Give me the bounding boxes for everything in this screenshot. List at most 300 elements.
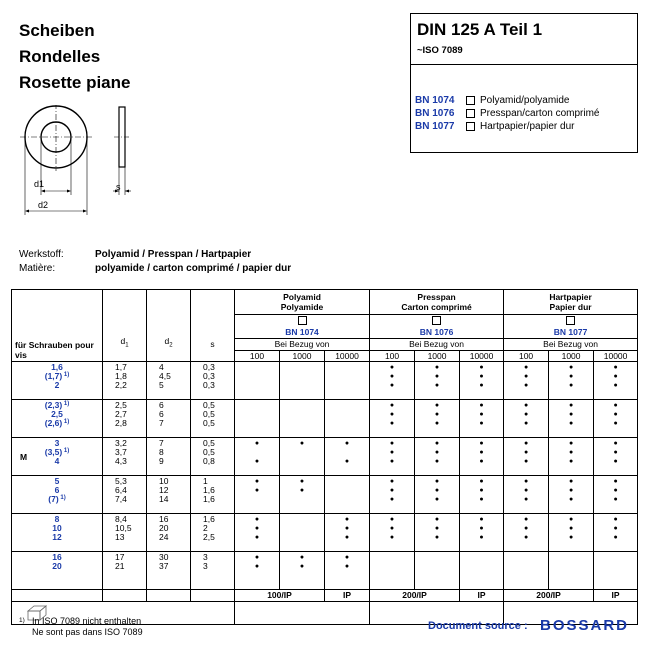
availability-cell — [280, 514, 325, 552]
availability-dot: ● — [523, 411, 529, 418]
availability-dot — [280, 533, 324, 542]
size-cell — [12, 552, 103, 590]
availability-dot — [235, 495, 279, 504]
availability-cell — [235, 514, 280, 552]
screw-size: 6 — [54, 485, 60, 495]
dim-cell-d1: 5,3 6,4 7,4 — [103, 476, 147, 514]
title-fr: Rondelles — [19, 47, 101, 66]
availability-dot: ● — [568, 411, 574, 418]
availability-dot — [280, 524, 324, 533]
bn-code: BN 1074 — [235, 327, 370, 339]
availability-dot: ● — [523, 382, 529, 389]
availability-dot: ● — [479, 458, 484, 465]
availability-dot — [280, 448, 324, 457]
availability-dot: ● — [479, 496, 484, 503]
screw-size: 8 — [54, 514, 60, 524]
availability-dot: ● — [434, 373, 440, 380]
availability-cell — [280, 552, 325, 590]
availability-cell — [504, 476, 549, 514]
dim-cell-s: 1 1,6 1,6 — [191, 476, 235, 514]
availability-dot — [504, 562, 548, 571]
screw-size: 1,6 — [51, 362, 63, 372]
availability-dot: ● — [568, 420, 574, 427]
screw-size: (1,7) $^{1)}$ — [44, 371, 70, 381]
availability-dot: ● — [254, 554, 260, 561]
availability-cell — [280, 438, 325, 476]
availability-dot: ● — [568, 496, 574, 503]
availability-dot: ● — [389, 411, 395, 418]
bezug-label: Bei Bezug von — [504, 339, 638, 351]
table-row — [12, 514, 638, 552]
availability-cell — [594, 552, 638, 590]
table-row — [12, 552, 638, 590]
availability-dot: ● — [434, 478, 440, 485]
availability-dot: ● — [523, 534, 529, 541]
availability-dot: ● — [389, 382, 395, 389]
availability-cell — [325, 362, 370, 400]
availability-dot: ● — [254, 440, 260, 447]
availability-dot: ● — [479, 411, 484, 418]
availability-dot — [594, 562, 637, 571]
availability-dot — [280, 372, 324, 381]
screw-size: 20 — [52, 561, 62, 571]
availability-dot: ● — [344, 516, 350, 523]
availability-cell — [549, 476, 594, 514]
screw-size: (2,3) $^{1)}$ — [44, 400, 70, 410]
thread-prefix: M — [20, 452, 28, 462]
dimension-table: für Schrauben pour vis $d_1$ $d_2$ s Polyamid Polyamide Presspan Carton comprimé Hartpapier Papier dur BN 1074 BN 1076 BN 1077 Bei Bezug von Bei Bezug von Bei Bezug von 100 1000 10000 100 1000 10000 100 1000 10000 1,6 (1,7) $^{1)}$ 2 1,7 1,8 2,2 4 4,5 5 0,3 0,3 0,3 ● ● ● ● ● ● ● ● ● ● ● ● ● ● ● ● ● ● (2,3) $^{1)}$ 2,5 (2,6) $^{1)}$ 2,5 2,7 2,8 6 6 7 0,5 0,5 0,5 ● ● ● ● ● ● ● ● ● ● ● ● ● ● ● ● ● ● M 3 (3,5) $^{1)}$ 4 3,2 3,7 4,3 7 8 9 0,5 0,5 0,8 ● ● ● ● ● ● ● ● ● ● ● ● ● ● ● ● ● ● ● ● ● ● ● 5 6 (7) $^{1)}$ 5,3 6,4 7,4 10 12 14 1 1,6 1,6 ● ● ● ● ● ● ● ● ● ● ● ● ● ● ● ● ● ● ● ● ● ● 8 10 12 8,4 10,5 13 16 20 24 1,6 2 2,5 ● ● ● ● ● ● ● ● ● ● ● ● ● ● ● ● ● ● ● ● ● ● ● ● 16 20 17 21 30 37 3 3 ● ● ● ● ● ● 100/IP IP 200/IP IP 200/IP IP — [11, 289, 638, 625]
dim-cell-d2: 30 37 — [147, 552, 191, 590]
availability-cell — [594, 438, 638, 476]
availability-dot — [460, 562, 503, 571]
availability-dot: ● — [434, 364, 440, 371]
din-subtitle: ~ISO 7089 — [417, 45, 463, 56]
availability-cell — [594, 362, 638, 400]
availability-cell — [504, 514, 549, 552]
availability-dot: ● — [613, 534, 618, 541]
availability-dot: ● — [254, 487, 260, 494]
screw-size: 3 — [54, 438, 60, 448]
availability-dot — [415, 562, 459, 571]
availability-dot: ● — [389, 478, 395, 485]
availability-dot — [325, 419, 369, 428]
availability-dot — [235, 372, 279, 381]
availability-dot: ● — [434, 496, 440, 503]
availability-dot — [280, 410, 324, 419]
size-cell — [12, 362, 103, 400]
col-d2: $d_2$ — [147, 290, 191, 362]
availability-dot: ● — [523, 496, 529, 503]
availability-dot: ● — [568, 478, 574, 485]
label-d1: d1 — [34, 179, 45, 189]
availability-dot — [280, 363, 324, 372]
screw-size: 16 — [52, 552, 62, 562]
availability-dot: ● — [568, 364, 574, 371]
availability-cell — [594, 514, 638, 552]
screw-size: 12 — [52, 532, 62, 542]
availability-cell — [594, 476, 638, 514]
pack-info: 200/IP — [370, 590, 460, 602]
availability-dot: ● — [479, 382, 484, 389]
footnote-mark: 1) — [19, 617, 25, 624]
bezug-label: Bei Bezug von — [370, 339, 504, 351]
availability-cell — [235, 552, 280, 590]
availability-dot: ● — [568, 516, 574, 523]
availability-cell — [415, 400, 460, 438]
availability-dot: ● — [434, 487, 440, 494]
availability-dot: ● — [523, 402, 529, 409]
availability-dot: ● — [479, 402, 484, 409]
din-title: DIN 125 A Teil 1 — [417, 20, 543, 39]
checkbox[interactable] — [466, 109, 475, 118]
availability-dot: ● — [254, 525, 260, 532]
dim-cell-d1: 8,4 10,5 13 — [103, 514, 147, 552]
availability-dot: ● — [523, 449, 529, 456]
availability-dot: ● — [434, 534, 440, 541]
availability-cell — [325, 552, 370, 590]
dim-cell-d2: 6 6 7 — [147, 400, 191, 438]
table-row — [12, 362, 638, 400]
bn-code: BN 1076 — [370, 327, 504, 339]
availability-dot — [460, 553, 503, 562]
availability-cell — [280, 476, 325, 514]
pack-info: 100/IP — [235, 590, 325, 602]
availability-dot: ● — [299, 440, 305, 447]
availability-dot — [415, 553, 459, 562]
availability-dot — [235, 401, 279, 410]
availability-dot: ● — [254, 516, 260, 523]
availability-dot: ● — [613, 516, 618, 523]
din-box — [410, 13, 638, 153]
availability-cell — [235, 400, 280, 438]
availability-dot — [549, 553, 593, 562]
product-header: Hartpapier Papier dur — [504, 290, 638, 315]
availability-cell — [415, 362, 460, 400]
availability-dot: ● — [613, 478, 618, 485]
dim-cell-d1: 1,7 1,8 2,2 — [103, 362, 147, 400]
availability-dot — [280, 381, 324, 390]
availability-dot: ● — [613, 364, 618, 371]
availability-cell — [549, 400, 594, 438]
availability-dot: ● — [389, 440, 395, 447]
availability-cell — [504, 362, 549, 400]
dim-cell-s: 1,6 2 2,5 — [191, 514, 235, 552]
availability-dot: ● — [299, 563, 305, 570]
availability-dot — [280, 495, 324, 504]
availability-cell — [370, 400, 415, 438]
availability-dot — [325, 381, 369, 390]
availability-cell — [325, 514, 370, 552]
availability-dot: ● — [568, 487, 574, 494]
availability-dot: ● — [389, 525, 395, 532]
availability-dot — [235, 381, 279, 390]
footnote-fr: Ne sont pas dans ISO 7089 — [32, 627, 143, 637]
bn-list-item: BN 1076 Presspan/carton comprimé — [415, 108, 600, 119]
availability-dot: ● — [523, 373, 529, 380]
col-d1: $d_1$ — [103, 290, 147, 362]
table-row — [12, 438, 638, 476]
table-row — [12, 400, 638, 438]
availability-dot: ● — [389, 516, 395, 523]
availability-cell — [235, 476, 280, 514]
availability-dot: ● — [523, 516, 529, 523]
availability-dot: ● — [254, 534, 260, 541]
availability-cell — [594, 400, 638, 438]
availability-dot — [325, 401, 369, 410]
availability-dot — [235, 410, 279, 419]
availability-dot: ● — [613, 449, 618, 456]
availability-cell — [235, 438, 280, 476]
availability-cell — [370, 514, 415, 552]
availability-cell — [415, 438, 460, 476]
availability-dot: ● — [299, 554, 305, 561]
availability-dot: ● — [523, 440, 529, 447]
screw-size: 2 — [54, 380, 60, 390]
availability-dot — [280, 401, 324, 410]
availability-dot: ● — [613, 458, 618, 465]
bn-code: BN 1077 — [504, 327, 638, 339]
availability-dot — [280, 457, 324, 466]
availability-dot: ● — [389, 420, 395, 427]
availability-cell — [325, 476, 370, 514]
availability-cell — [370, 362, 415, 400]
availability-cell — [280, 362, 325, 400]
product-header: Presspan Carton comprimé — [370, 290, 504, 315]
availability-cell — [549, 362, 594, 400]
availability-dot: ● — [479, 478, 484, 485]
availability-dot — [280, 419, 324, 428]
availability-dot: ● — [479, 525, 484, 532]
availability-dot: ● — [479, 449, 484, 456]
screw-size: 10 — [52, 523, 62, 533]
col-screws: für Schrauben pour vis — [12, 290, 103, 362]
availability-cell — [370, 438, 415, 476]
availability-dot: ● — [523, 525, 529, 532]
availability-dot: ● — [434, 516, 440, 523]
availability-cell — [549, 552, 594, 590]
availability-dot — [235, 419, 279, 428]
dim-cell-s: 0,5 0,5 0,8 — [191, 438, 235, 476]
dim-cell-d1: 17 21 — [103, 552, 147, 590]
availability-cell — [460, 552, 504, 590]
availability-cell — [370, 476, 415, 514]
availability-dot: ● — [344, 534, 350, 541]
availability-dot — [235, 363, 279, 372]
availability-dot: ● — [523, 478, 529, 485]
product-header: Polyamid Polyamide — [235, 290, 370, 315]
size-cell — [12, 514, 103, 552]
availability-dot: ● — [479, 373, 484, 380]
availability-dot: ● — [434, 440, 440, 447]
availability-dot — [325, 495, 369, 504]
availability-dot: ● — [299, 487, 305, 494]
size-cell — [12, 438, 103, 476]
availability-dot: ● — [434, 411, 440, 418]
availability-cell — [415, 552, 460, 590]
availability-dot — [370, 562, 414, 571]
bn-list-item: BN 1074 Polyamid/polyamide — [415, 95, 570, 106]
screw-size: (2,6) $^{1)}$ — [44, 418, 70, 428]
availability-cell — [460, 514, 504, 552]
availability-cell — [504, 438, 549, 476]
availability-cell — [504, 552, 549, 590]
checkbox[interactable] — [566, 316, 575, 325]
screw-size: 2,5 — [51, 409, 63, 419]
checkbox[interactable] — [466, 96, 475, 105]
bn-list-item: BN 1077 Hartpapier/papier dur — [415, 121, 575, 132]
dim-cell-d2: 7 8 9 — [147, 438, 191, 476]
availability-dot: ● — [389, 534, 395, 541]
availability-dot: ● — [523, 364, 529, 371]
availability-dot: ● — [434, 420, 440, 427]
availability-dot: ● — [568, 458, 574, 465]
availability-dot — [325, 477, 369, 486]
availability-dot: ● — [613, 525, 618, 532]
availability-dot: ● — [389, 458, 395, 465]
availability-dot: ● — [479, 534, 484, 541]
size-cell — [12, 400, 103, 438]
availability-dot: ● — [613, 487, 618, 494]
availability-dot — [370, 553, 414, 562]
availability-dot: ● — [613, 382, 618, 389]
pack-info: IP — [460, 590, 504, 602]
title-de: Scheiben — [19, 21, 95, 40]
label-s: s — [116, 182, 121, 192]
availability-cell — [460, 438, 504, 476]
pack-info: IP — [594, 590, 638, 602]
availability-dot: ● — [568, 534, 574, 541]
availability-dot: ● — [344, 458, 350, 465]
availability-dot: ● — [479, 487, 484, 494]
screw-size: (3,5) $^{1)}$ — [44, 447, 70, 457]
title-it: Rosette piane — [19, 73, 131, 92]
availability-dot: ● — [613, 496, 618, 503]
availability-cell — [370, 552, 415, 590]
availability-dot — [235, 448, 279, 457]
availability-cell — [504, 400, 549, 438]
availability-dot — [594, 553, 637, 562]
availability-dot: ● — [389, 373, 395, 380]
dim-cell-d1: 3,2 3,7 4,3 — [103, 438, 147, 476]
availability-dot — [325, 372, 369, 381]
pack-info: 200/IP — [504, 590, 594, 602]
availability-dot: ● — [523, 458, 529, 465]
availability-dot: ● — [613, 402, 618, 409]
availability-dot — [325, 486, 369, 495]
availability-dot: ● — [613, 420, 618, 427]
availability-dot: ● — [434, 402, 440, 409]
material-value-de: Polyamid / Presspan / Hartpapier — [95, 249, 252, 260]
availability-dot: ● — [479, 516, 484, 523]
availability-dot: ● — [344, 563, 350, 570]
availability-dot: ● — [299, 478, 305, 485]
availability-dot: ● — [254, 563, 260, 570]
availability-dot: ● — [254, 458, 260, 465]
availability-cell — [415, 514, 460, 552]
availability-cell — [235, 362, 280, 400]
availability-dot: ● — [568, 373, 574, 380]
size-cell — [12, 476, 103, 514]
material-value-fr: polyamide / carton comprimé / papier dur — [95, 263, 292, 274]
availability-cell — [460, 476, 504, 514]
source-label: Document source : — [428, 620, 528, 632]
availability-dot: ● — [389, 364, 395, 371]
availability-dot: ● — [344, 554, 350, 561]
dim-cell-d2: 16 20 24 — [147, 514, 191, 552]
availability-dot: ● — [523, 487, 529, 494]
screw-size: 4 — [54, 456, 60, 466]
availability-dot: ● — [389, 402, 395, 409]
availability-dot: ● — [568, 382, 574, 389]
screw-size: 5 — [54, 476, 60, 486]
availability-cell — [325, 438, 370, 476]
screw-size: (7) $^{1)}$ — [48, 494, 66, 504]
availability-cell — [460, 362, 504, 400]
availability-dot — [325, 363, 369, 372]
availability-dot — [504, 553, 548, 562]
availability-dot: ● — [613, 373, 618, 380]
checkbox[interactable] — [466, 122, 475, 131]
table-row — [12, 476, 638, 514]
availability-dot: ● — [568, 440, 574, 447]
dim-cell-d2: 4 4,5 5 — [147, 362, 191, 400]
checkbox[interactable] — [298, 316, 307, 325]
dim-cell-s: 0,3 0,3 0,3 — [191, 362, 235, 400]
availability-dot: ● — [434, 525, 440, 532]
bossard-logo: BOSSARD — [540, 617, 630, 634]
availability-cell — [460, 400, 504, 438]
availability-dot: ● — [613, 440, 618, 447]
availability-dot: ● — [568, 525, 574, 532]
dim-cell-d2: 10 12 14 — [147, 476, 191, 514]
availability-dot: ● — [434, 458, 440, 465]
label-d2: d2 — [38, 200, 49, 210]
availability-dot: ● — [344, 525, 350, 532]
footnote-de: In ISO 7089 nicht enthalten — [32, 616, 142, 626]
availability-cell — [415, 476, 460, 514]
availability-cell — [549, 438, 594, 476]
dim-cell-d1: 2,5 2,7 2,8 — [103, 400, 147, 438]
dim-cell-s: 3 3 — [191, 552, 235, 590]
availability-cell — [549, 514, 594, 552]
availability-dot: ● — [389, 496, 395, 503]
availability-dot: ● — [434, 449, 440, 456]
availability-cell — [280, 400, 325, 438]
availability-cell — [325, 400, 370, 438]
availability-dot: ● — [389, 487, 395, 494]
material-label-de: Werkstoff: — [19, 249, 64, 260]
availability-dot: ● — [389, 449, 395, 456]
availability-dot — [325, 448, 369, 457]
washer-drawing — [18, 105, 138, 220]
availability-dot: ● — [613, 411, 618, 418]
availability-dot: ● — [434, 382, 440, 389]
pack-info: IP — [325, 590, 370, 602]
checkbox[interactable] — [432, 316, 441, 325]
availability-dot: ● — [568, 449, 574, 456]
availability-dot: ● — [254, 478, 260, 485]
availability-dot — [280, 515, 324, 524]
availability-dot — [325, 410, 369, 419]
availability-dot: ● — [344, 440, 350, 447]
availability-dot — [549, 562, 593, 571]
availability-dot: ● — [479, 440, 484, 447]
col-s: s — [191, 290, 235, 362]
bezug-label: Bei Bezug von — [235, 339, 370, 351]
material-label-fr: Matière: — [19, 263, 56, 274]
availability-dot: ● — [568, 402, 574, 409]
availability-dot: ● — [523, 420, 529, 427]
